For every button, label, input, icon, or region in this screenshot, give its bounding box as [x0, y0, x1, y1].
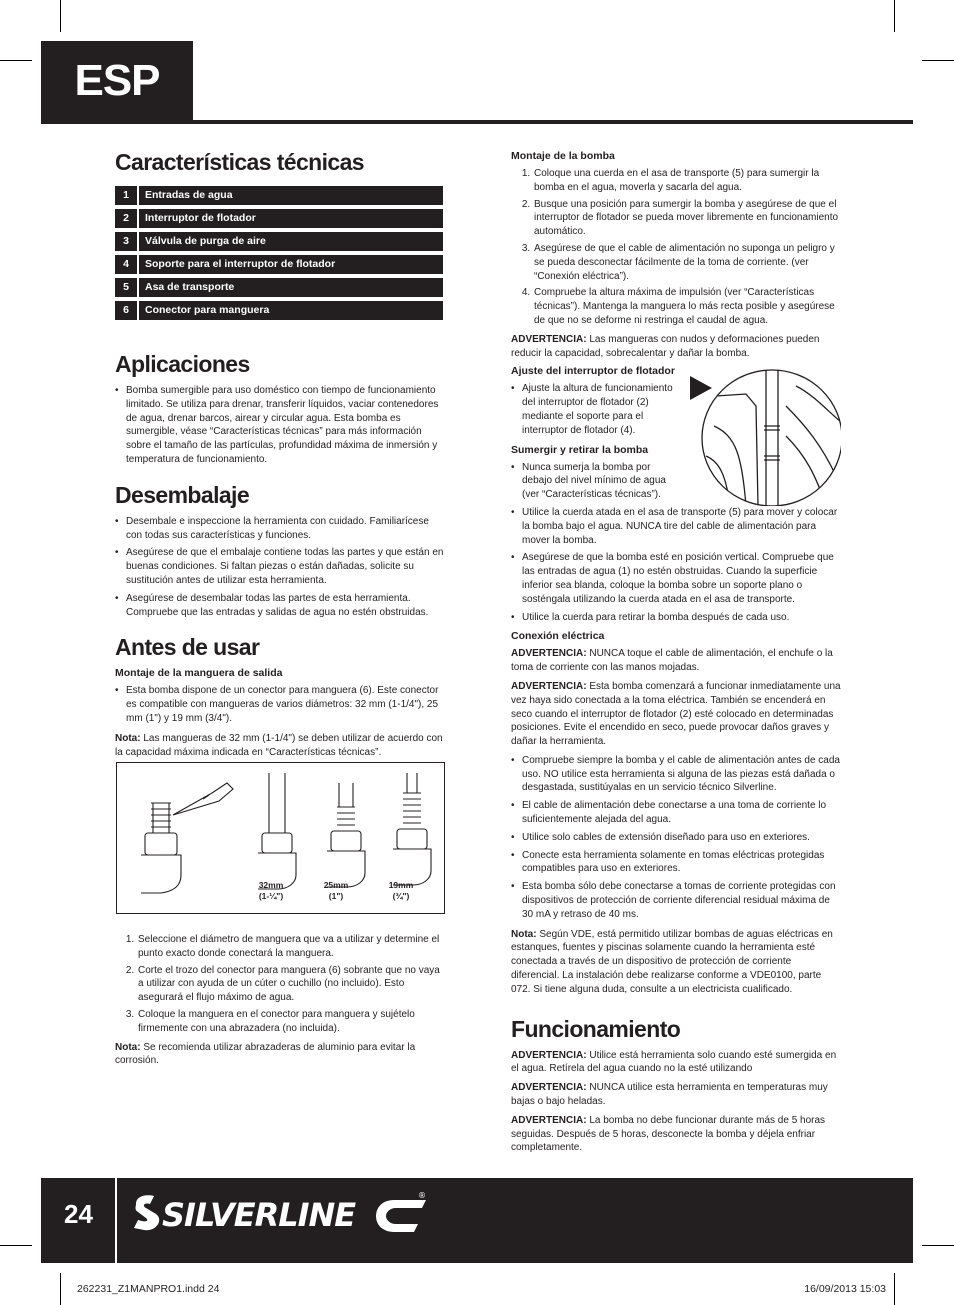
- aplicaciones-title: Aplicaciones: [115, 351, 250, 377]
- hose-inch: (1"): [328, 891, 344, 901]
- note-label: Nota:: [115, 1041, 141, 1053]
- hose-size-label: [316, 880, 356, 902]
- spec-num: 6: [115, 301, 139, 320]
- list-item: • Esta bomba sólo debe conectarse a tomas de corriente protegidas con dispositivos de protección de corriente diferencial residual máxima de 30 mA y retraso de 40 ms.: [511, 880, 841, 921]
- crop-mark: [922, 1245, 954, 1246]
- arrow-icon: [690, 376, 712, 400]
- montaje-title: Montaje de la bomba: [511, 150, 615, 162]
- list-item: • Utilice la cuerda atada en el asa de transporte (5) para mover y colocar la bomba bajo el agua. NUNCA tire del cable de alimentación para mover la bomba.: [511, 506, 841, 547]
- conexion-warning: [511, 647, 841, 675]
- crop-mark: [60, 0, 61, 32]
- spec-label: Asa de transporte: [139, 278, 443, 297]
- ajuste-block: [511, 365, 681, 456]
- list-item: 2. Corte el trozo del conector para manguera (6) sobrante que no vaya a utilizar con ayuda de un cúter o cuchillo (no incluido). Esto asegurará el flujo máximo de agua.: [137, 964, 445, 1005]
- specs-row: [115, 278, 443, 297]
- list-item: • Asegúrese de que la bomba esté en posición vertical. Compruebe que las entradas de agua (1) no estén obstruidas. Cuando la superficie inferior sea blanda, coloque la bomba sobre un soporte plano o sosténgala utilizando la cuerda atada en el asa de transporte.: [511, 551, 841, 606]
- specs-row: [115, 186, 443, 205]
- crop-mark: [0, 60, 32, 61]
- list-item: 1. Coloque una cuerda en el asa de transporte (5) para sumergir la bomba en el agua, moverla y sacarla del agua.: [533, 167, 841, 195]
- note-text: Se recomienda utilizar abrazaderas de aluminio para evitar la corrosión.: [115, 1041, 416, 1067]
- list-item: • Conecte esta herramienta solamente en tomas eléctricas protegidas compatibles para uso en exteriores.: [511, 849, 841, 877]
- spec-num: 2: [115, 209, 139, 228]
- sumergir-title: Sumergir y retirar la bomba: [511, 443, 649, 456]
- spec-label: Entradas de agua: [139, 186, 443, 205]
- warning-text: La bomba no debe funcionar durante más de 5 horas seguidas. Después de 5 horas, desconecte la bomba y déjela enfriar completamente.: [511, 1114, 826, 1154]
- list-item: 3. Coloque la manguera en el conector para manguera y sujételo firmemente con una abrazadera (no incluida).: [137, 1008, 445, 1036]
- warning-text: Las mangueras con nudos y deformaciones pueden reducir la capacidad, sobrecalentar y dañar la bomba.: [511, 333, 820, 359]
- hose-steps-list: [115, 933, 445, 1036]
- hose-size: 19mm: [388, 880, 414, 890]
- list-item: 2. Busque una posición para sumergir la bomba y asegúrese de que el interruptor de flotador se pueda mover libremente en funcionamiento automático.: [533, 198, 841, 239]
- spec-label: Soporte para el interruptor de flotador: [139, 255, 443, 274]
- warning-label: ADVERTENCIA:: [511, 648, 587, 660]
- float-switch-illustration: [686, 366, 841, 506]
- note-text: Las mangueras de 32 mm (1-1/4") se deben utilizar de acuerdo con la capacidad máxima indicada en “Características técnicas”.: [115, 732, 443, 758]
- file-slug: 262231_Z1MANPRO1.indd 24: [77, 1283, 220, 1295]
- warning-text: Esta bomba comenzará a funcionar inmediatamente una vez haya sido conectada a la toma eléctrica. También se encenderá en seco cuando el interruptor de flotador (2) esté colocado en determinadas posiciones. Evite el encendido en seco, puede provocar daños graves y dañar la herramienta.: [511, 680, 841, 748]
- hose-inch: (¾"): [392, 891, 410, 901]
- registered-mark: ®: [418, 1191, 426, 1200]
- desembalaje-list: [115, 515, 445, 620]
- hose-note: [115, 1041, 445, 1069]
- spec-num: 4: [115, 255, 139, 274]
- hose-steps: [115, 933, 445, 1073]
- aplicaciones-list: [115, 384, 445, 467]
- list-item: 3. Asegúrese de que el cable de alimentación no suponga un peligro y se pueda desconectar fácilmente de la toma de corriente. (ver “Conexión eléctrica”).: [533, 242, 841, 283]
- specs-row: [115, 301, 443, 320]
- warning-label: ADVERTENCIA:: [511, 1082, 587, 1094]
- list-item: • Desembale e inspeccione la herramienta con cuidado. Familiarícese con todas sus características y funciones.: [115, 515, 445, 543]
- footer-divider: [115, 1178, 117, 1263]
- specs-table: [115, 182, 443, 324]
- specs-row: [115, 255, 443, 274]
- montaje-list: [511, 167, 841, 328]
- antes-note: [115, 732, 445, 760]
- hose-inch: (1-¼"): [258, 891, 284, 901]
- spec-label: Conector para manguera: [139, 301, 443, 320]
- right-column: [511, 150, 841, 1160]
- antes-subtitle: Montaje de la manguera de salida: [115, 667, 283, 680]
- crop-mark: [894, 0, 895, 32]
- warning-text: NUNCA utilice esta herramienta en temperaturas muy bajas o bajo heladas.: [511, 1082, 828, 1108]
- list-item: • Esta bomba dispone de un conector para manguera (6). Este conector es compatible con mangueras de varios diámetros: 32 mm (1-1/4"), 25 mm (1") y 19 mm (3/4").: [115, 684, 445, 725]
- hose-connector-figure: [116, 762, 445, 914]
- warning-label: ADVERTENCIA:: [511, 1114, 587, 1126]
- specs-row: [115, 232, 443, 251]
- date-slug: 16/09/2013 15:03: [804, 1283, 886, 1295]
- crop-mark: [0, 1245, 32, 1246]
- silverline-logo: [132, 1190, 432, 1238]
- hose-size: 25mm: [323, 880, 349, 890]
- warning-text: NUNCA toque el cable de alimentación, el enchufe o la toma de corriente con las manos mojadas.: [511, 648, 833, 674]
- ajuste-title: Ajuste del interruptor de flotador: [511, 365, 675, 378]
- hose-size: 32mm: [258, 880, 284, 890]
- spec-num: 3: [115, 232, 139, 251]
- list-item: • Utilice solo cables de extensión diseñado para uso en exteriores.: [511, 831, 841, 845]
- conexion-list: [511, 754, 841, 922]
- list-item: • Asegúrese de desembalar todas las partes de esta herramienta. Compruebe que las entradas y salidas de agua no estén obstruidas.: [115, 592, 445, 620]
- list-item: 4. Compruebe la altura máxima de impulsión (ver “Características técnicas”). Mantenga la manguera lo más recta posible y asegúrese de que no se deforme ni restringa el caudal de agua.: [533, 286, 841, 327]
- warning-label: ADVERTENCIA:: [511, 333, 587, 345]
- hose-size-label: [381, 880, 421, 902]
- specs-row: [115, 209, 443, 228]
- list-item: • El cable de alimentación debe conectarse a una toma de corriente lo suficientemente alejada del agua.: [511, 799, 841, 827]
- note-label: Nota:: [115, 732, 141, 744]
- ajuste-list: [511, 382, 681, 437]
- antes-list: [115, 684, 445, 725]
- page-number: 24: [64, 1199, 93, 1229]
- crop-mark: [60, 1273, 61, 1305]
- list-item: • Utilice la cuerda para retirar la bomba después de cada uso.: [511, 611, 841, 625]
- desembalaje-title: Desembalaje: [115, 481, 250, 508]
- warning-label: ADVERTENCIA:: [511, 1049, 587, 1061]
- note-label: Nota:: [511, 928, 537, 940]
- warning-label: ADVERTENCIA:: [511, 680, 587, 692]
- left-column: [115, 148, 445, 764]
- montaje-warning: [511, 333, 841, 361]
- list-item: • Asegúrese de que el embalaje contiene todas las partes y que están en buenas condiciones. Si faltan piezas o están dañadas, solicite su sustitución antes de utilizar esta herramienta.: [115, 546, 445, 587]
- list-item: • Nunca sumerja la bomba por debajo del nivel mínimo de agua (ver “Características técnicas”).: [511, 461, 682, 502]
- antes-title: Antes de usar: [115, 634, 260, 661]
- conexion-title: Conexión eléctrica: [511, 630, 605, 643]
- specs-title: Características técnicas: [115, 149, 364, 175]
- list-item: • Bomba sumergible para uso doméstico con tiempo de funcionamiento limitado. Se utiliza para drenar, transferir líquidos, vaciar contenedores de agua, drenar barcos, airear y circular agua. Esta bomba es sumergible, véase “Características técnicas” para más información sobre el tamaño de las partículas, profundidad máxima de inmersión y temperatura de funcionamiento.: [115, 384, 445, 467]
- funcionamiento-warning: [511, 1114, 841, 1155]
- spec-label: Interruptor de flotador: [139, 209, 443, 228]
- conexion-note: [511, 928, 841, 997]
- list-item: 1. Seleccione el diámetro de manguera que va a utilizar y determine el punto exacto donde conectará la manguera.: [137, 933, 445, 961]
- conexion-warning: [511, 680, 841, 749]
- brand-wordmark: SILVERLINE: [162, 1196, 356, 1234]
- spec-num: 1: [115, 186, 139, 205]
- crop-mark: [894, 1273, 895, 1305]
- crop-mark: [922, 60, 954, 61]
- funcionamiento-title: Funcionamiento: [511, 1015, 681, 1042]
- hose-size-label: [251, 880, 291, 902]
- language-tab: ESP: [41, 41, 193, 121]
- header-rule: [41, 120, 913, 124]
- spec-label: Válvula de purga de aire: [139, 232, 443, 251]
- spec-num: 5: [115, 278, 139, 297]
- funcionamiento-warning: [511, 1049, 841, 1077]
- list-item: • Compruebe siempre la bomba y el cable de alimentación antes de cada uso. NO utilice esta herramienta si alguna de las piezas está dañada o desgastada, sustitúyalas en un servicio técnico Silverline.: [511, 754, 841, 795]
- brand-logo: [132, 1190, 432, 1238]
- warning-text: Utilice está herramienta solo cuando esté sumergida en el agua. Retírela del agua cuando no la esté utilizando: [511, 1049, 837, 1075]
- note-text: Según VDE, está permitido utilizar bombas de aguas eléctricas en estanques, fuentes y piscinas solamente cuando la herramienta esté conectada a través de un dispositivo de protección de corriente diferencial. La instalación debe realizarse conforme a VDE0100, parte 072. Si tiene alguna duda, consulte a un electricista cualificado.: [511, 928, 833, 995]
- funcionamiento-warning: [511, 1081, 841, 1109]
- list-item: • Ajuste la altura de funcionamiento del interruptor de flotador (2) mediante el soporte para el interruptor de flotador (4).: [511, 382, 681, 437]
